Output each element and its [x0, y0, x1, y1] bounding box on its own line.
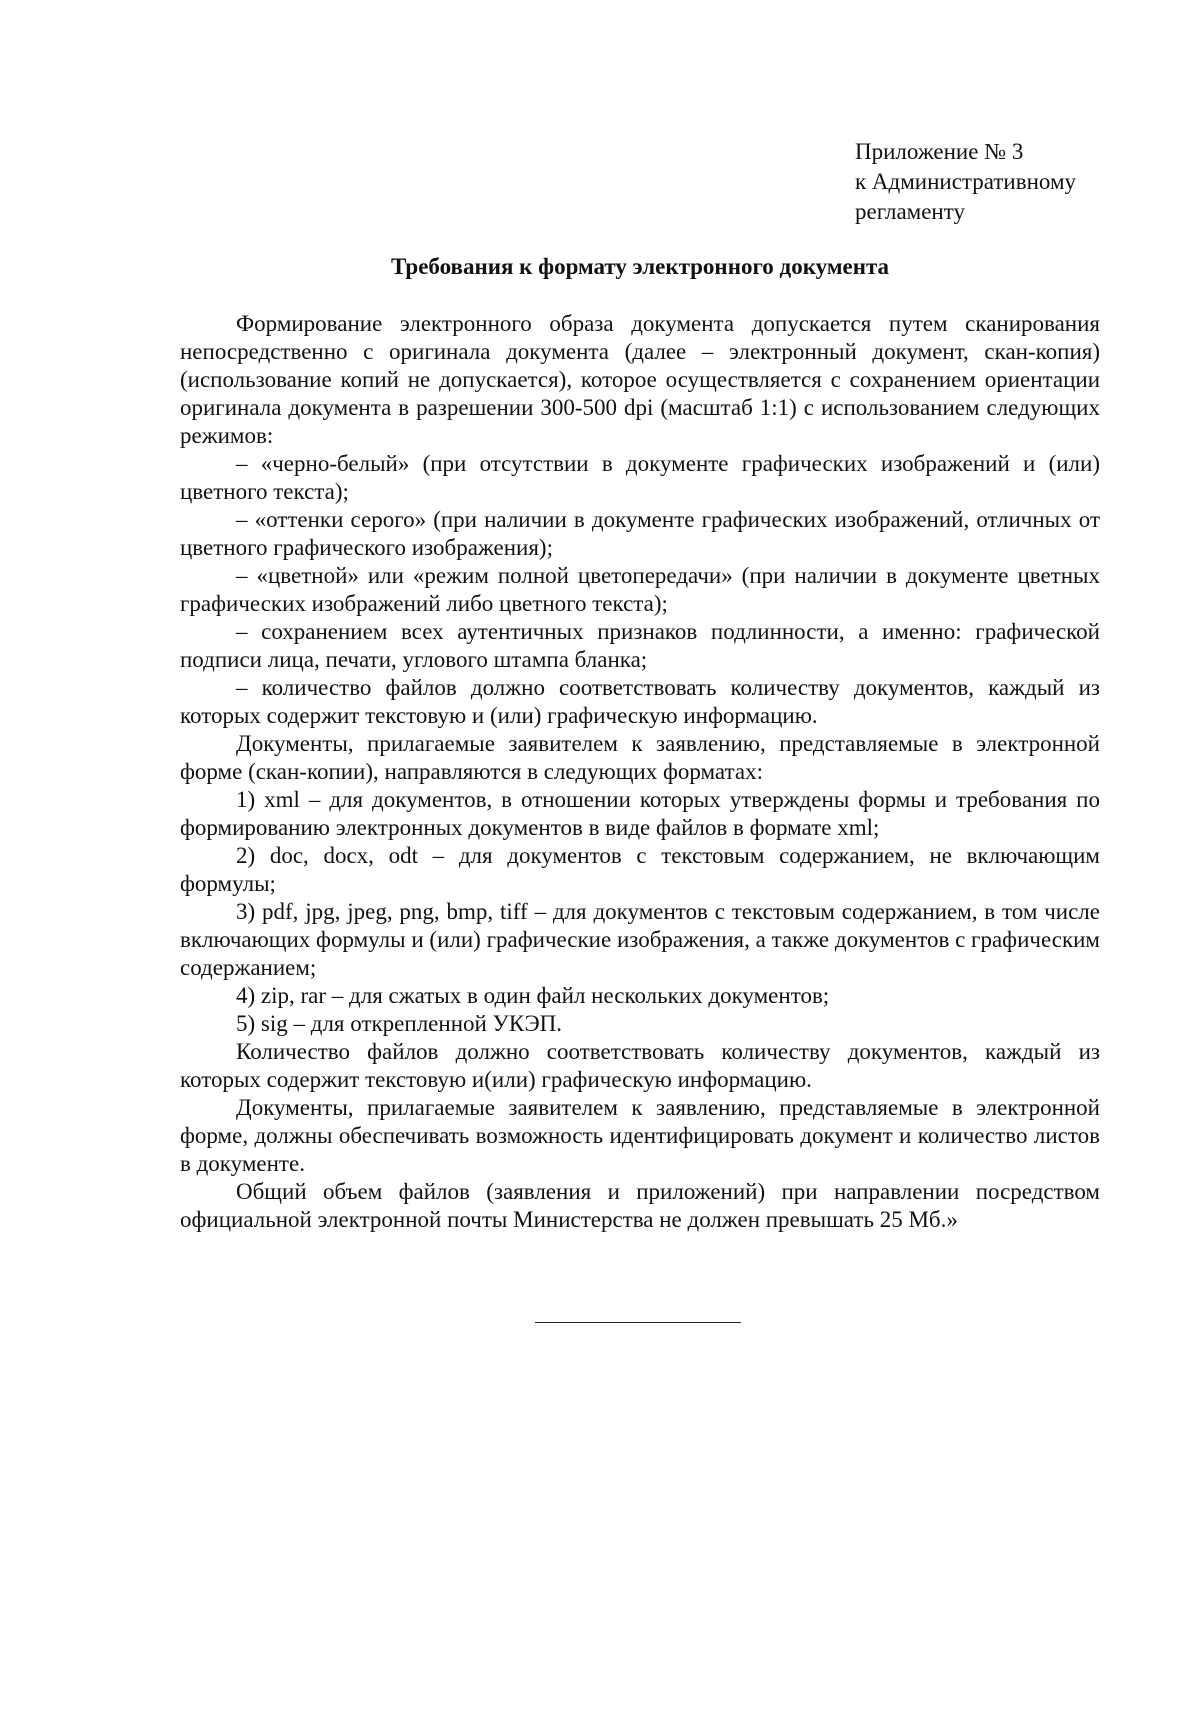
- paragraph: Документы, прилагаемые заявителем к заявлению, представляемые в электронной форме (скан-копии), направляются в следующих форматах:: [180, 731, 1100, 784]
- list-item: 5) sig – для открепленной УКЭП.: [236, 1011, 563, 1036]
- paragraph: – сохранением всех аутентичных признаков подлинности, а именно: графической подписи лица, печати, углового штампа бланка;: [180, 619, 1100, 672]
- document-body: [180, 310, 1100, 1234]
- paragraph: Формирование электронного образа документа допускается путем сканирования непосредственно с оригинала документа (далее – электронный документ, скан-копия) (использование копий не допускается), которое осуществляется с сохранением ориентации оригинала документа в разрешении 300-500 dpi (масштаб 1:1) с использованием следующих режимов:: [180, 311, 1100, 448]
- attachment-reference-cont: регламенту: [855, 199, 965, 224]
- attachment-header: [855, 137, 1076, 227]
- paragraph: Документы, прилагаемые заявителем к заявлению, представляемые в электронной форме, должны обеспечивать возможность идентифицировать документ и количество листов в документе.: [180, 1095, 1100, 1176]
- paragraph: – «черно-белый» (при отсутствии в документе графических изображений и (или) цветного текста);: [180, 451, 1100, 504]
- paragraph: – количество файлов должно соответствовать количеству документов, каждый из которых содержит текстовую и (или) графическую информацию.: [180, 675, 1100, 728]
- paragraph: – «оттенки серого» (при наличии в документе графических изображений, отличных от цветного графического изображения);: [180, 507, 1100, 560]
- paragraph: Общий объем файлов (заявления и приложений) при направлении посредством официальной электронной почты Министерства не должен превышать 25 Мб.»: [180, 1179, 1100, 1232]
- list-item: 3) pdf, jpg, jpeg, png, bmp, tiff – для документов с текстовым содержанием, в том числе включающих формулы и (или) графические изображения, а также документов с графическим содержанием;: [180, 899, 1100, 980]
- attachment-reference: к Административному: [855, 169, 1077, 194]
- list-item: 4) zip, rar – для сжатых в один файл нескольких документов;: [236, 983, 830, 1008]
- list-item: 1) xml – для документов, в отношении которых утверждены формы и требования по формированию электронных документов в виде файлов в формате xml;: [180, 787, 1100, 840]
- paragraph: Количество файлов должно соответствовать количеству документов, каждый из которых содержит текстовую и(или) графическую информацию.: [180, 1039, 1100, 1092]
- attachment-number: Приложение № 3: [855, 139, 1024, 164]
- document-title: Требования к формату электронного документа: [390, 254, 890, 279]
- list-item: 2) doc, docx, odt – для документов с текстовым содержанием, не включающим формулы;: [180, 843, 1100, 896]
- paragraph: – «цветной» или «режим полной цветопередачи» (при наличии в документе цветных графических изображений либо цветного текста);: [180, 563, 1100, 616]
- end-divider-line: [535, 1322, 741, 1323]
